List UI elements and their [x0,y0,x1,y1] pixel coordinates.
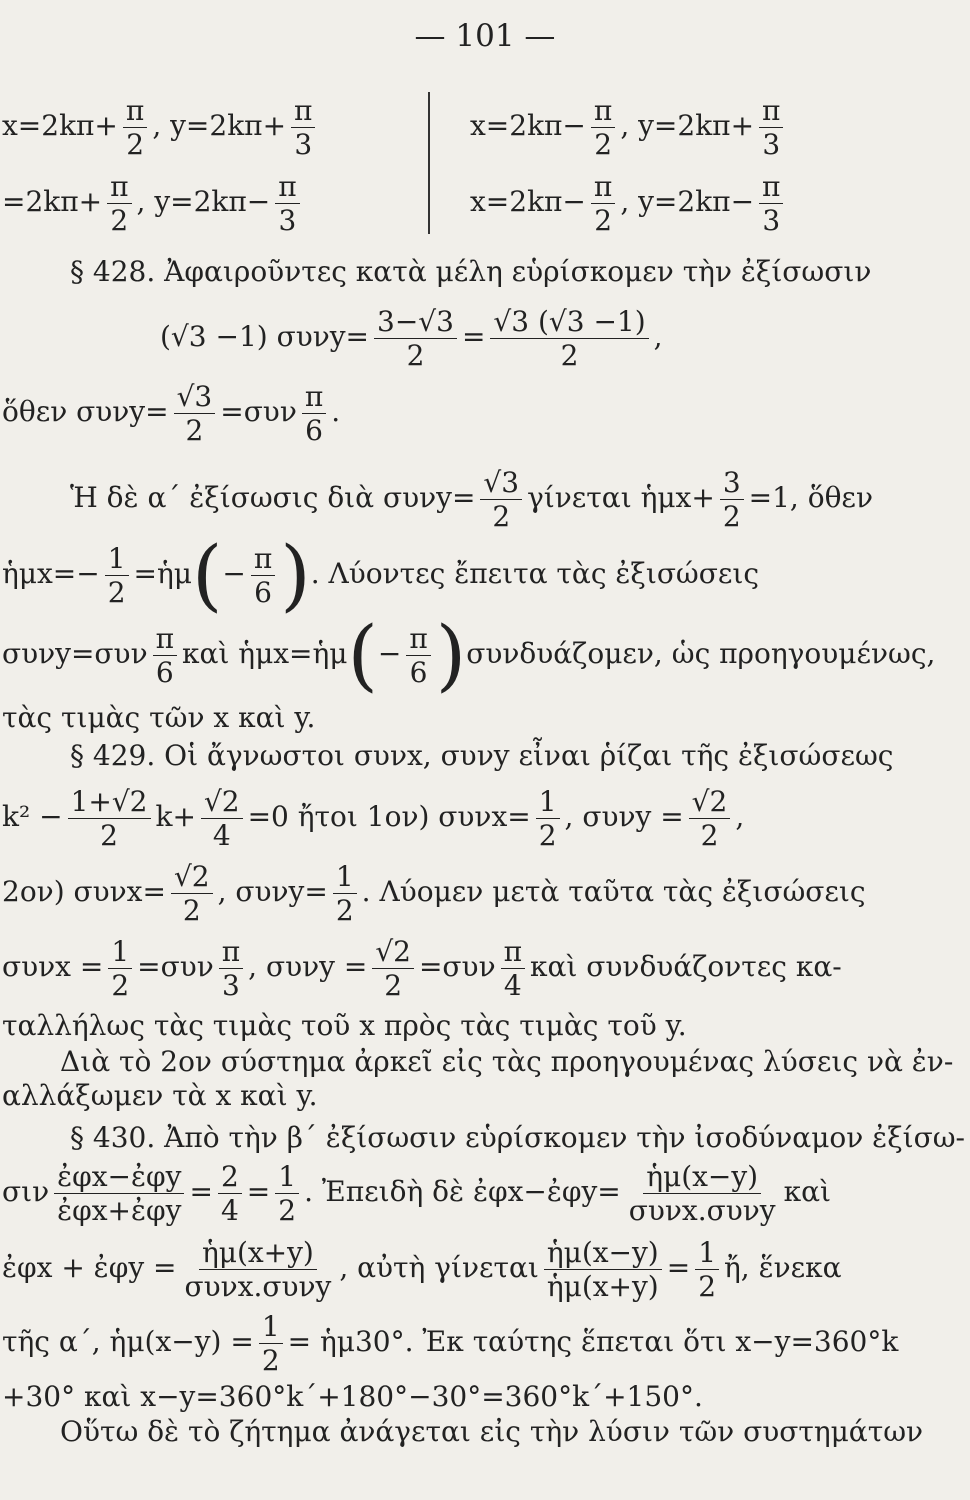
s430-line6: Οὕτω δὲ τὸ ζήτημα ἀνάγεται εἰς τὴν λύσιν τῶν συστημάτων [60,1415,924,1448]
s428-line5: συνy=συν $\frac{\pi}{6}$ καὶ ἡμx=ἡμ(− $\frac{\pi}{6}$ )συνδυάζομεν, ὡς προηγουμένως, [2,610,936,701]
s430-line2: σιν $\frac{\text{ἐφx−ἐφy}}{\text{ἐφx+ἐφy}}$ = $\frac{2}{4}$ = $\frac{1}{2}$ . Ἐπειδὴ δὲ ἐφx−ἐφy= $\frac{\text{ἡμ(x−y)}}{\text{συνx.συνy}}$ καὶ [2,1160,831,1228]
s430-intro: § 430. Ἀπὸ τὴν β΄ ἐξίσωσιν εὑρίσκομεν τὴν ἰσοδύναμον ἐξίσω- [70,1121,966,1154]
s429-line3: 2ον) συνx= $\frac{√2}{2}$ , συνy= $\frac{1}{2}$ . Λύομεν μετὰ ταῦτα τὰς ἐξισώσεις [2,860,866,928]
s428-intro: § 428. Ἀφαιροῦντες κατὰ μέλη εὑρίσκομεν τὴν ἐξίσωσιν [70,255,872,288]
s429-line7: αλλάξωμεν τὰ x καὶ y. [2,1079,318,1112]
column-divider [428,92,430,234]
s428-eq2: ὅθεν συνy= $\frac{√3}{2}$ =συν $\frac{\pi}{6}$ . [2,380,341,448]
system-left-row-1: x=2kπ+ $\frac{\pi}{2}$ , y=2kπ+ $\frac{\pi}{3}$ [2,94,320,161]
s429-line4: συνx = $\frac{1}{2}$ =συν $\frac{\pi}{3}$ , συνy = $\frac{√2}{2}$ =συν $\frac{\pi}{4}$ καὶ συνδυάζοντες κα- [2,935,842,1003]
s428-line6: τὰς τιμὰς τῶν x καὶ y. [2,701,316,734]
s429-line2: k² − $\frac{1+√2}{2}$ k+ $\frac{√2}{4}$ =0 ἤτοι 1ον) συνx= $\frac{1}{2}$ , συνy = $\frac{√2}{2}$ , [2,785,745,853]
page-number: — 101 — [414,18,556,54]
s429-intro: § 429. Οἱ ἄγνωστοι συνx, συνy εἶναι ῥίζαι τῆς ἐξισώσεως [70,739,894,772]
system-right-row-1: x=2kπ− $\frac{\pi}{2}$ , y=2kπ+ $\frac{\pi}{3}$ [470,94,788,161]
s430-line3: ἐφx + ἐφy = $\frac{\text{ἡμ(x+y)}}{\text{συνx.συνy}}$ , αὐτὴ γίνεται $\frac{\text{ἡμ(x−y)}}{\text{ἡμ(x+y)}}$ = $\frac{1}{2}$ ἤ, ἕνεκα [2,1236,842,1304]
system-right-row-2: x=2kπ− $\frac{\pi}{2}$ , y=2kπ− $\frac{\pi}{3}$ [470,170,788,237]
s429-line6: Διὰ τὸ 2ον σύστημα ἀρκεῖ εἰς τὰς προηγουμένας λύσεις νὰ ἐν- [60,1045,954,1078]
system-left-row-2: =2kπ+ $\frac{\pi}{2}$ , y=2kπ− $\frac{\pi}{3}$ [2,170,305,237]
s429-line5: ταλλήλως τὰς τιμὰς τοῦ x πρὸς τὰς τιμὰς τοῦ y. [2,1009,687,1042]
s430-line5: +30° καὶ x−y=360°k΄+180°−30°=360°k΄+150°. [2,1380,703,1413]
s428-line4: ἡμx=− $\frac{1}{2}$ =ἡμ(− $\frac{\pi}{6}$ ). Λύοντες ἔπειτα τὰς ἐξισώσεις [2,530,760,621]
s428-line3: Ἡ δὲ α΄ ἐξίσωσις διὰ συνy= $\frac{√3}{2}$ γίνεται ἡμx+ $\frac{3}{2}$ =1, ὅθεν [70,466,873,534]
s428-eq1: (√3 −1) συνy= $\frac{3-√3}{2}$ = $\frac{√3 (√3 -1)}{2}$ , [160,305,663,373]
s430-line4: τῆς α΄, ἡμ(x−y) = $\frac{1}{2}$ = ἡμ30°. Ἐκ ταύτης ἕπεται ὅτι x−y=360°k [2,1310,899,1378]
